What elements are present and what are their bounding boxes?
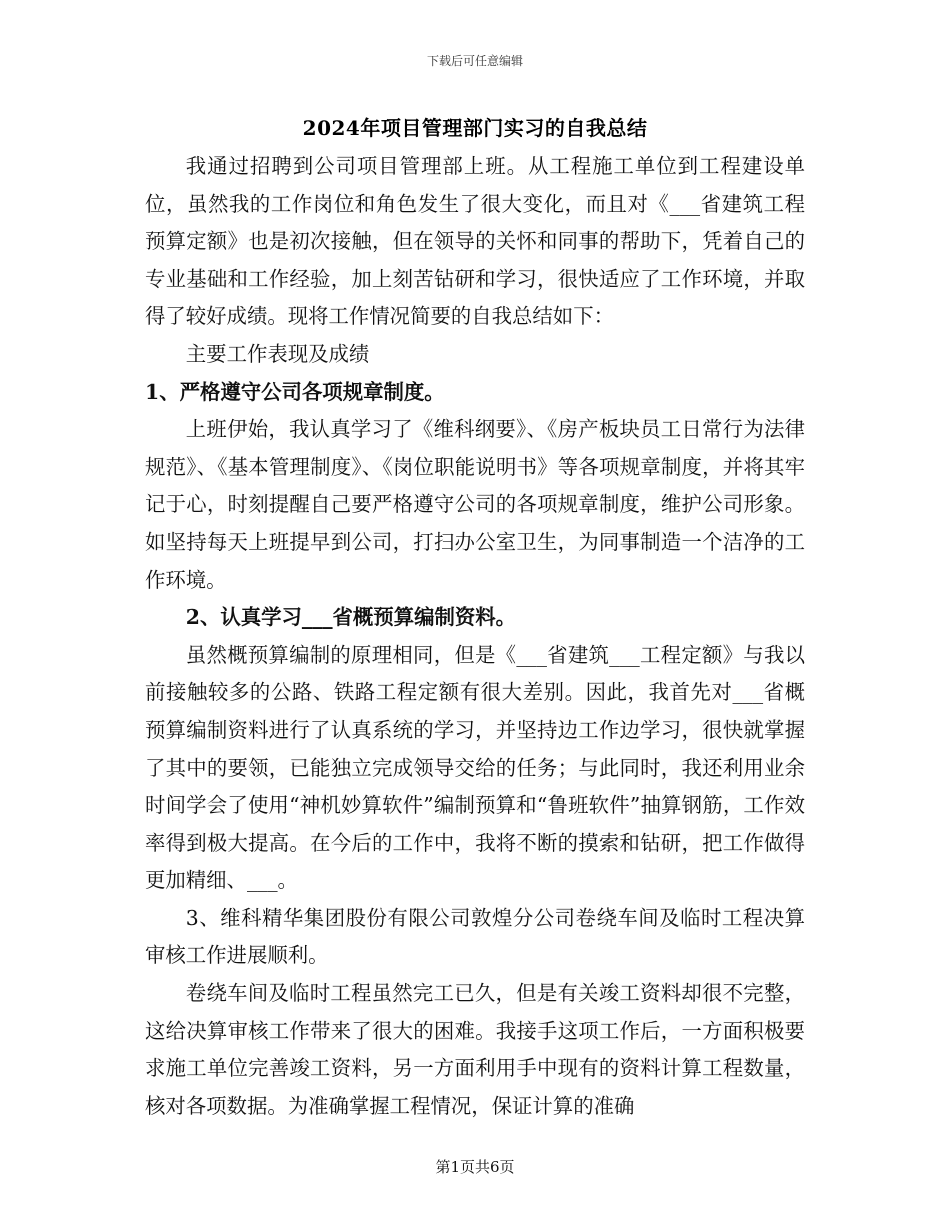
document-body — [145, 148, 805, 1125]
document-title: 2024年项目管理部门实习的自我总结 — [302, 116, 648, 140]
paragraph-item-3: 卷绕车间及临时工程虽然完工已久，但是有关竣工资料却很不完整，这给决算审核工作带来了很大的困难。我接手这项工作后，一方面积极要求施工单位完善竣工资料，另一方面利用手中现有的资料计算工程数量，核对各项数据。为准确掌握工程情况，保证计算的准确 — [145, 981, 805, 1118]
header-note: 下载后可任意编辑 — [426, 54, 523, 68]
paragraph-item-1: 上班伊始，我认真学习了《维科纲要》、《房产板块员工日常行为法律规范》、《基本管理制度》、《岗位职能说明书》等各项规章制度，并将其牢记于心，时刻提醒自己要严格遵守公司的各项规章制度，维护公司形象。如坚持每天上班提早到公司，打扫办公室卫生，为同事制造一个洁净的工作环境。 — [145, 417, 805, 592]
page-number: 第1页共6页 — [435, 1158, 515, 1176]
item-heading-1: 1、严格遵守公司各项规章制度。 — [145, 379, 445, 404]
section-heading: 主要工作表现及成绩 — [185, 341, 370, 366]
paragraph-item-2: 虽然概预算编制的原理相同，但是《___省建筑___工程定额》与我以前接触较多的公路、铁路工程定额有很大差别。因此，我首先对___省概预算编制资料进行了认真系统的学习，并坚持边工作边学习，很快就掌握了其中的要领，已能独立完成领导交给的任务；与此同时，我还利用业余时间学会了使用“神机妙算软件”编制预算和“鲁班软件”抽算钢筋，工作效率得到极大提高。在今后的工作中，我将不断的摸索和钻研，把工作做得更加精细、___。 — [145, 642, 805, 893]
paragraph-intro: 我通过招聘到公司项目管理部上班。从工程施工单位到工程建设单位，虽然我的工作岗位和角色发生了很大变化，而且对《___省建筑工程预算定额》也是初次接触，但在领导的关怀和同事的帮助下，凭着自己的专业基础和工作经验，加上刻苦钻研和学习，很快适应了工作环境，并取得了较好成绩。现将工作情况简要的自我总结如下： — [145, 154, 805, 329]
item-heading-3: 3、维科精华集团股份有限公司敦煌分公司卷绕车间及临时工程决算审核工作进展顺利。 — [145, 905, 805, 968]
item-heading-2: 2、认真学习___省概预算编制资料。 — [185, 605, 517, 630]
